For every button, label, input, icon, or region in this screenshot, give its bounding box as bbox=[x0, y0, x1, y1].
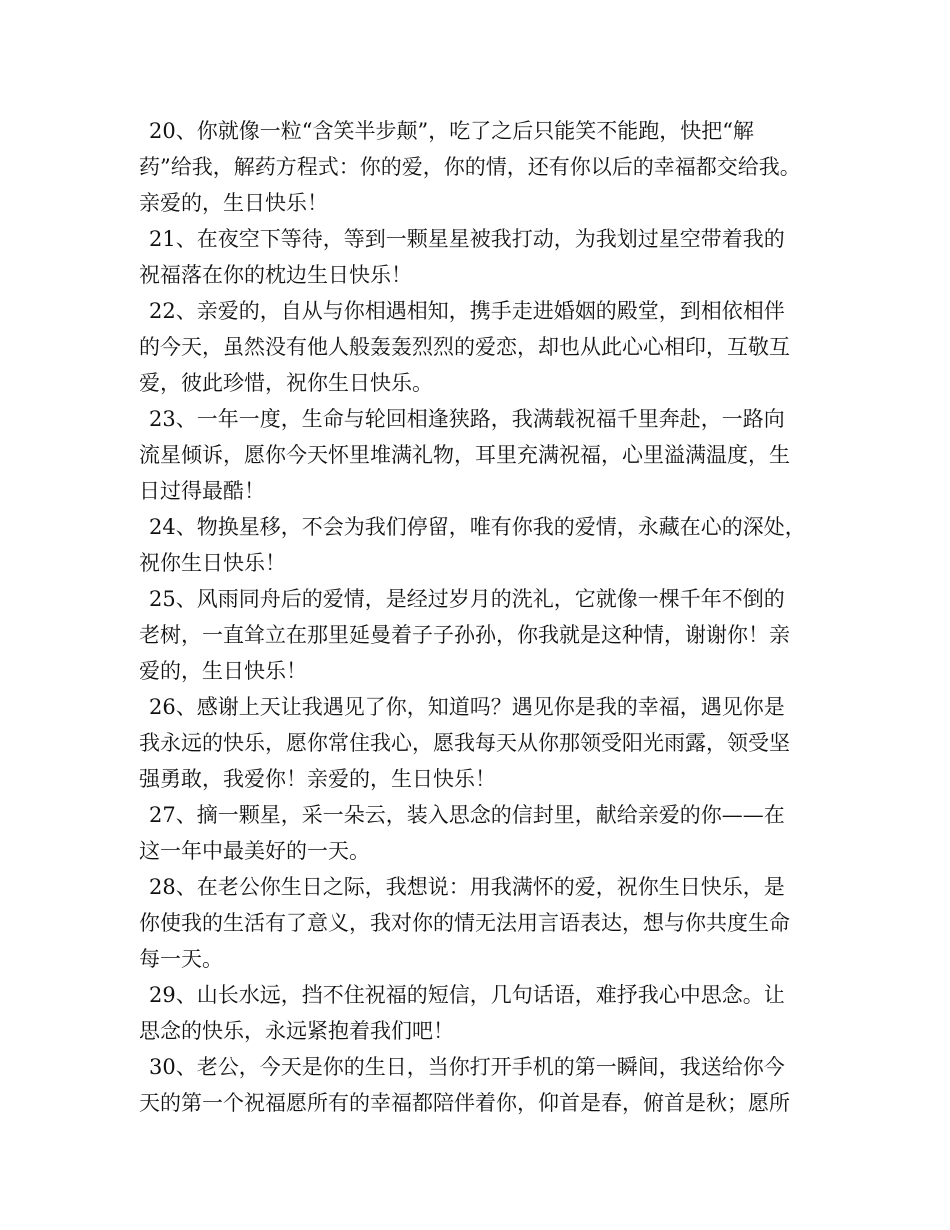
text-line: 21、在夜空下等待，等到一颗星星被我打动，为我划过星空带着我的 bbox=[149, 227, 785, 251]
text-line: 爱，彼此珍惜，祝你生日快乐。 bbox=[139, 371, 433, 395]
text-line: 祝福落在你的枕边生日快乐！ bbox=[139, 263, 412, 287]
document-body bbox=[139, 113, 824, 1121]
text-line: 29、山长水远，挡不住祝福的短信，几句话语，难抒我心中思念。让 bbox=[149, 983, 785, 1007]
text-line: 30、老公，今天是你的生日，当你打开手机的第一瞬间，我送给你今 bbox=[149, 1055, 785, 1079]
text-line: 天的第一个祝福愿所有的幸福都陪伴着你，仰首是春，俯首是秋；愿所 bbox=[139, 1091, 790, 1115]
text-line: 药”给我，解药方程式：你的爱，你的情，还有你以后的幸福都交给我。 bbox=[139, 155, 801, 179]
text-line: 强勇敢，我爱你！亲爱的，生日快乐！ bbox=[139, 767, 496, 791]
text-line: 20、你就像一粒“含笑半步颠”，吃了之后只能笑不能跑，快把“解 bbox=[149, 119, 754, 143]
text-line: 老树，一直耸立在那里延曼着子子孙孙，你我就是这种情，谢谢你！亲 bbox=[139, 623, 790, 647]
text-line: 28、在老公你生日之际，我想说：用我满怀的爱，祝你生日快乐，是 bbox=[149, 875, 785, 899]
text-line: 27、摘一颗星，采一朵云，装入思念的信封里，献给亲爱的你——在 bbox=[149, 803, 785, 827]
text-line: 的今天，虽然没有他人般轰轰烈烈的爱恋，却也从此心心相印，互敬互 bbox=[139, 335, 790, 359]
text-line: 流星倾诉，愿你今天怀里堆满礼物，耳里充满祝福，心里溢满温度，生 bbox=[139, 443, 790, 467]
text-line: 思念的快乐，永远紧抱着我们吧！ bbox=[139, 1019, 454, 1043]
text-line: 每一天。 bbox=[139, 947, 223, 971]
text-line: 26、感谢上天让我遇见了你，知道吗？遇见你是我的幸福，遇见你是 bbox=[149, 695, 785, 719]
text-line: 你使我的生活有了意义，我对你的情无法用言语表达，想与你共度生命 bbox=[139, 911, 790, 935]
text-line: 日过得最酷！ bbox=[139, 479, 265, 503]
text-line: 23、一年一度，生命与轮回相逢狭路，我满载祝福千里奔赴，一路向 bbox=[149, 407, 785, 431]
text-line: 祝你生日快乐！ bbox=[139, 551, 286, 575]
text-line: 爱的，生日快乐！ bbox=[139, 659, 307, 683]
text-line: 我永远的快乐，愿你常住我心，愿我每天从你那领受阳光雨露，领受坚 bbox=[139, 731, 790, 755]
text-line: 亲爱的，生日快乐！ bbox=[139, 191, 328, 215]
text-line: 这一年中最美好的一天。 bbox=[139, 839, 370, 863]
text-line: 24、物换星移，不会为我们停留，唯有你我的爱情，永藏在心的深处， bbox=[149, 515, 806, 539]
text-line: 22、亲爱的，自从与你相遇相知，携手走进婚姻的殿堂，到相依相伴 bbox=[149, 299, 785, 323]
text-line: 25、风雨同舟后的爱情，是经过岁月的洗礼，它就像一棵千年不倒的 bbox=[149, 587, 785, 611]
